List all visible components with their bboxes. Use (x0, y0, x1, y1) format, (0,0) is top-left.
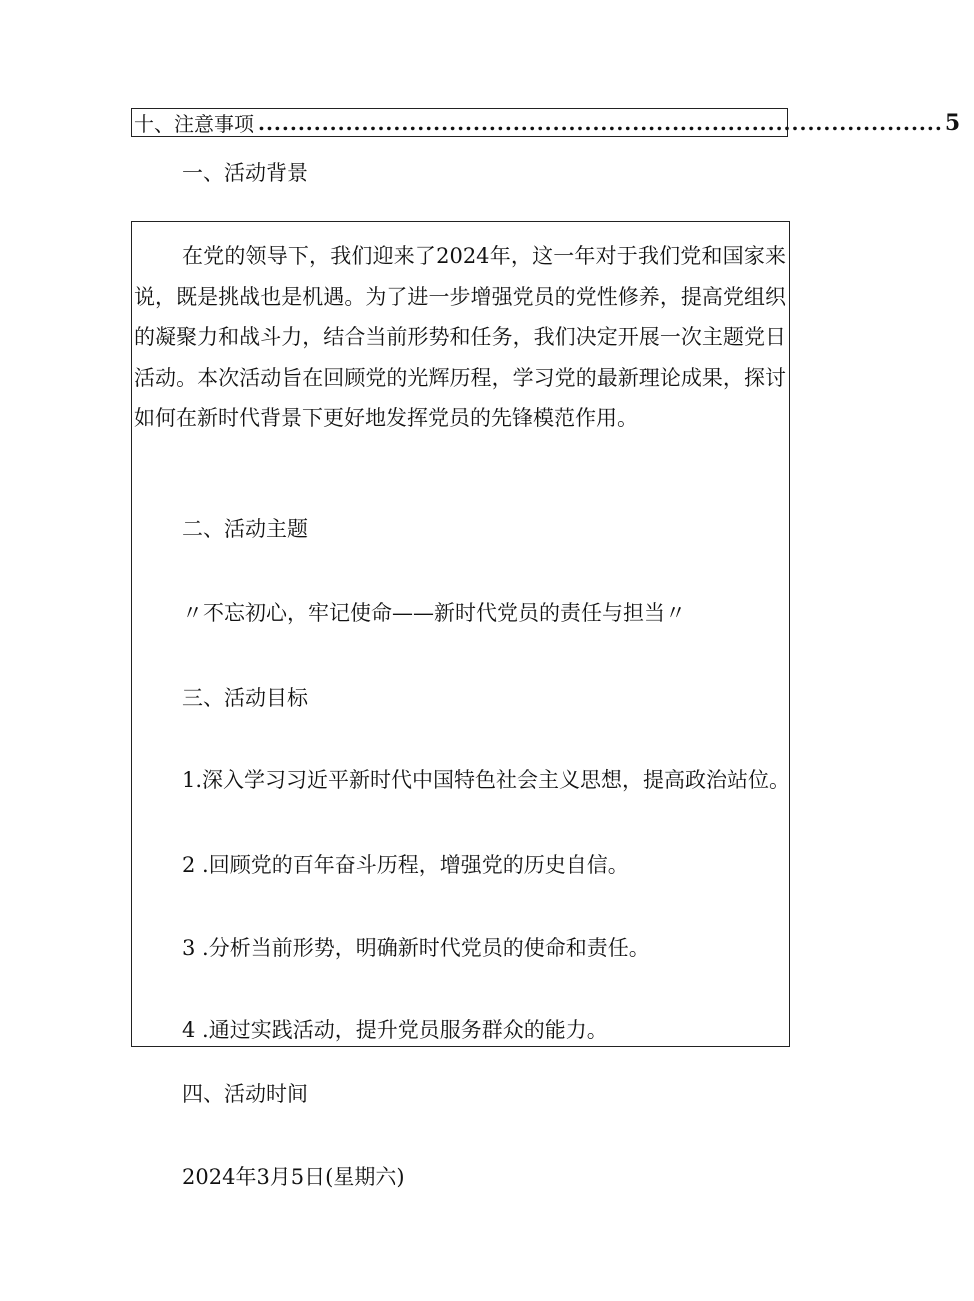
background-paragraph: 在党的领导下，我们迎来了2024年，这一年对于我们党和国家来说，既是挑战也是机遇。为了进一步增强党员的党性修养，提高党组织的凝聚力和战斗力，结合当前形势和任务，我们决定开展一次主题党日活动。本次活动旨在回顾党的光辉历程，学习党的最新理论成果，探讨如何在新时代背景下更好地发挥党员的先锋模范作用。 (134, 244, 786, 430)
toc-page-number: 5 (944, 109, 961, 136)
time-heading: 四、活动时间 (182, 1082, 308, 1106)
toc-entry-label: 十、注意事项 (134, 112, 254, 136)
goal-item-3: 3 .分析当前形势，明确新时代党员的使命和责任。 (182, 936, 650, 960)
theme-text: 〃不忘初心，牢记使命——新时代党员的责任与担当〃 (182, 601, 686, 625)
background-heading: 一、活动背景 (182, 161, 308, 185)
toc-entry[interactable] (131, 108, 961, 137)
goal-item-4: 4 .通过实践活动，提升党员服务群众的能力。 (182, 1018, 608, 1042)
theme-heading: 二、活动主题 (182, 517, 308, 541)
goal-item-2: 2 .回顾党的百年奋斗历程，增强党的历史自信。 (182, 853, 629, 877)
time-text: 2024年3月5日(星期六) (182, 1165, 405, 1189)
goal-item-1: 1.深入学习习近平新时代中国特色社会主义思想，提高政治站位。 (182, 768, 791, 792)
toc-leader-dots: ...................................................................................... (258, 110, 943, 135)
goals-heading: 三、活动目标 (182, 686, 308, 710)
